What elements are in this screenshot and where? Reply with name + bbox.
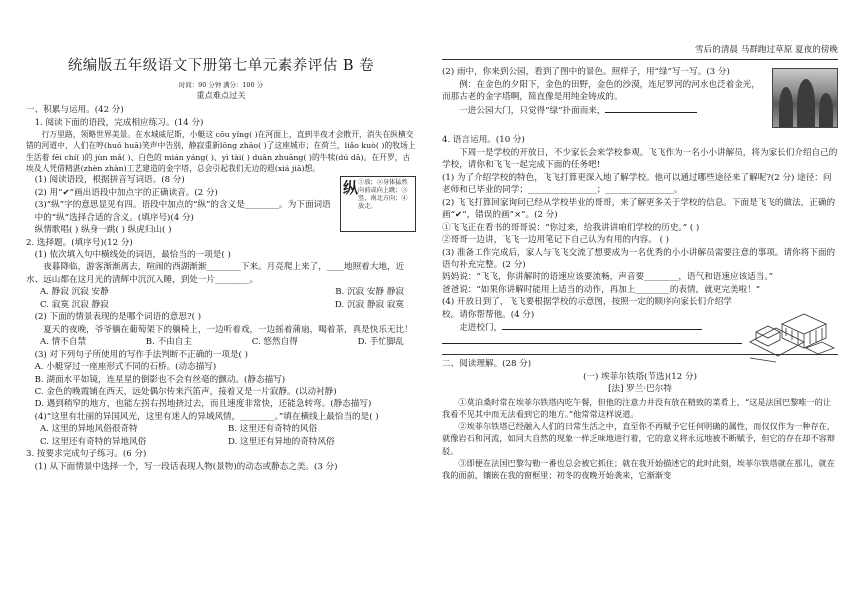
option-c: C. 寂寞 沉寂 静寂 [40, 299, 109, 310]
park-rain-photo [772, 68, 838, 128]
option-c: C. 悠然自得 [251, 337, 298, 348]
question-4-3-a: 妈妈说：“飞飞，你讲解时的语速应该要流畅，声音要________，语气和语速应该适当。” [442, 272, 774, 283]
option-b: B. 不由自主 [145, 337, 192, 348]
section-1-heading: 一、积累与运用。(42 分) [26, 105, 124, 116]
question-4-2: (2) 飞飞打算回家询问已经从学校毕业的哥哥，来了解更多关于学校的信息。下面是飞飞的做法，正确的画“✔”，错误的画“×”。(2 分) [442, 197, 836, 221]
question-2-3: (3) 对下列句子所使用的写作手法判断不正确的一项是( ) [34, 349, 248, 360]
option-b: B. 这里还有奇特的风俗 [228, 424, 318, 435]
option-a: A. 这里的异地风俗很奇特 [40, 424, 138, 435]
zong-words: 纵情歌唱( ) 纵身一跳( ) 纵虎归山( ) [34, 225, 172, 236]
answer-blank[interactable] [442, 335, 742, 344]
gloss-char: 纵 [343, 179, 359, 198]
school-map-illustration [746, 298, 838, 366]
exam-title: 统编版五年级语文下册第七单元素养评估 B 卷 [67, 58, 375, 74]
passage-paragraph-1: ①莫泊桑时常在埃菲尔铁塔内吃午餐，但他的注意力并没有放在精致的菜肴上，“这是法国巴黎唯一的让我看不见其中而无法看到它的地方。”他常常这样说道。 [442, 396, 832, 419]
question-2-2-options [26, 336, 416, 348]
question-2-3-option-b: B. 湖面水平如镜，连星星的倒影也不会有丝毫的颤动。(静态描写) [34, 374, 286, 385]
question-1-2: (2) 用“✔”画出语段中加点字的正确读音。(2 分) [34, 187, 218, 198]
tree-shape [819, 93, 833, 127]
question-2-1: (1) 依次填入句中横线处的词语，最恰当的一项是( ) [34, 250, 231, 260]
school-map-ground [750, 328, 804, 356]
question-2-2: (2) 下面的情景表现的是哪个词语的意思?( ) [34, 312, 202, 323]
tree-shape [779, 87, 793, 127]
option-a: A. 静寂 沉寂 安静 [40, 287, 109, 298]
answer-blank[interactable] [502, 321, 702, 330]
question-1: 1. 阅读下面的语段，完成相应练习。(14 分) [34, 117, 204, 128]
question-2-3-option-d: D. 遇到稍窄的地方，也能左拐右拐地挤过去，而且速度非常快，还能急转弯。(静态描写) [34, 399, 372, 410]
question-4-4: (4) 开放日到了，飞飞要根据学校的示意图，按照一定的顺序向家长们介绍学校。请你帮帮他。(4 分) [442, 297, 732, 320]
option-b: B. 沉寂 安静 静寂 [335, 287, 404, 298]
question-2-1-options [26, 286, 416, 298]
passage-title: (一) 埃菲尔铁塔(节选)(12 分) [583, 371, 697, 382]
question-2-4-options [26, 423, 416, 448]
passage-author: [法] 罗兰·巴尔特 [608, 384, 672, 395]
question-3-2-example: 例：在金色的夕阳下，金色的田野，金色的沙漠，连尼罗河的河水也泛着金光，而那古老的金字塔啊，简直像是用纯金铸成的。 [442, 79, 760, 103]
answer-prompt: 一进公园大门，只觉得“绿”扑面而来， [459, 105, 606, 116]
option-c: C. 这里还有奇特的异地风俗 [40, 436, 147, 447]
question-1-1: (1) 阅读语段，根据拼音写词语。(8 分) [34, 175, 185, 186]
tree-shape [797, 79, 815, 127]
exam-meta: 时间：90 分钟 满分：100 分 [179, 81, 263, 90]
question-3-2: (2) 雨中，你来到公园，看到了图中的景色。照样子，用“绿”写一写。(3 分) [442, 67, 730, 78]
question-1-passage: 行万里路，领略世界美景。在水城威尼斯，小艇这 cōu yǐng( )在河面上，直到半夜才会散开，消失在纵横交错的河道中，人们在哼(huǒ huā)笑声中告别，静寂重新lōng zhāo( )了这座城市；在荷兰，liǎo kuò( )的牧场上生活着 fēi chí( )的 jùn mǎ( )、白色的 mián yáng( )、yì tài( ) duān zhuāng( )的牛犊(dú dā)。在开罗，古埃及人凭借精湛(zhèn zhàn)工艺建造的金字塔，总会引起我们无边的遐(xiá jiā)想。 [26, 130, 416, 173]
question-3: 3. 按要求完成句子练习。(6 分) [26, 449, 147, 460]
exam-subtitle: 重点难点过关 [196, 90, 246, 101]
question-3-1: (1) 从下面情景中选择一个，写一段话表现人物(景物)的动态或静态之美。(3 分) [34, 461, 338, 472]
right-column [430, 0, 860, 608]
question-4-3: (3) 准备工作完成后，家人与飞飞交流了想要成为一名优秀的小小讲解员需要注意的事项。请你将下面的语句补充完整。(2 分) [442, 247, 836, 270]
school-map-building-top [782, 314, 826, 334]
answer-prompt: 走进校门， [459, 323, 503, 334]
question-4-2-b: ②哥哥一边讲，飞飞一边用笔记下自己认为有用的内容。 ( ) [442, 235, 670, 246]
question-1-3: (3)“纵”字的意思显见有四。语段中加点的“纵”的含义是________。为下面词语中的“纵”选择合适的含义。(填序号)(4 分) [34, 200, 331, 223]
option-a: A. 情不自禁 [40, 337, 87, 348]
option-d: D. 手忙脚乱 [357, 337, 404, 348]
passage-paragraph-3: ③即便在法国巴黎勾勒一番也总会被它抓住；就在我开始描述它的此时此刻，埃菲尔铁塔就在那儿，就在我的面前，镶嵌在我的窗框里；初冬的夜晚开始袭来，它渐渐变 [442, 458, 836, 481]
option-d: D. 沉寂 静寂 寂寞 [334, 299, 404, 310]
question-4-2-a: ①飞飞正在看书的哥哥说：“你过来，给我讲讲咱们学校的历史。” ( ) [442, 222, 700, 233]
question-4-3-b: 爸爸说：“如果你讲解时能用上适当的动作，再加上________的表情，就更完美啦！” [442, 284, 761, 295]
question-4-1: (1) 为了介绍学校的特色，飞飞打算更深入地了解学校。他可以通过哪些途径来了解呢?(2 分) 途径：问老师和已毕业的同学；________________；________________。 [442, 172, 832, 196]
question-2: 2. 选择题。(填序号)(12 分) [26, 237, 133, 248]
option-d: D. 这里还有异地的奇特风俗 [228, 436, 335, 447]
answer-blank[interactable] [605, 104, 697, 113]
question-2-2-passage: 夏天的夜晚，爷爷躺在葡萄架下的躺椅上，一边听着戏，一边摇着蒲扇，喝着茶，真是快乐无比！ [43, 324, 413, 335]
gloss-text: ①放；②身体猛然向前或向上跳；③竖，南北方向；④放走。 [358, 179, 408, 211]
zong-gloss-box [340, 176, 416, 232]
question-2-1-options-2 [26, 299, 416, 311]
question-2-3-option-a: A. 小艇穿过一座座形式不同的石桥。(动态描写) [34, 362, 217, 373]
question-4-intro: 下周一是学校的开放日，不少家长会来学校参观。飞飞作为一名小小讲解员，将为家长们介绍自己的学校，请你和飞飞一起完成下面的任务吧! [442, 147, 838, 171]
question-2-3-option-c: C. 金色的晚霞铺在西天，远处偶尔传来汽笛声，接着又是一片寂静。(以动衬静) [34, 386, 337, 397]
school-map-road-line [750, 358, 776, 362]
passage-paragraph-2: ②埃菲尔铁塔已经融入人们的日常生活之中，直至你不再赋予它任何明确的属性，而仅仅作为一种存在，就像岩石和河流，如同大自然的现象一样乏味地进行着，它的意义将永远地被不断赋予，但它的存在却不容辩驳。 [442, 421, 836, 456]
question-4: 4. 语言运用。(10 分) [442, 135, 525, 146]
question-2-4: (4)“这里有壮丽的异国风光，这里有迷人的异域风情，________。”填在横线上最恰当的是( ) [34, 411, 379, 422]
section-2-heading: 二、阅读理解。(28 分) [442, 359, 532, 370]
question-2-1-passage: 夜暮降临，游客渐渐离去，喧闹的西湖渐渐________下来。月亮爬上来了，____地照着大地，近水、远山都在这月光的清辉中沉沉入睡，到处一片________。 [26, 262, 405, 285]
scene-options: 雪后的清晨 马群跑过草原 夏夜的傍晚 [442, 44, 838, 60]
